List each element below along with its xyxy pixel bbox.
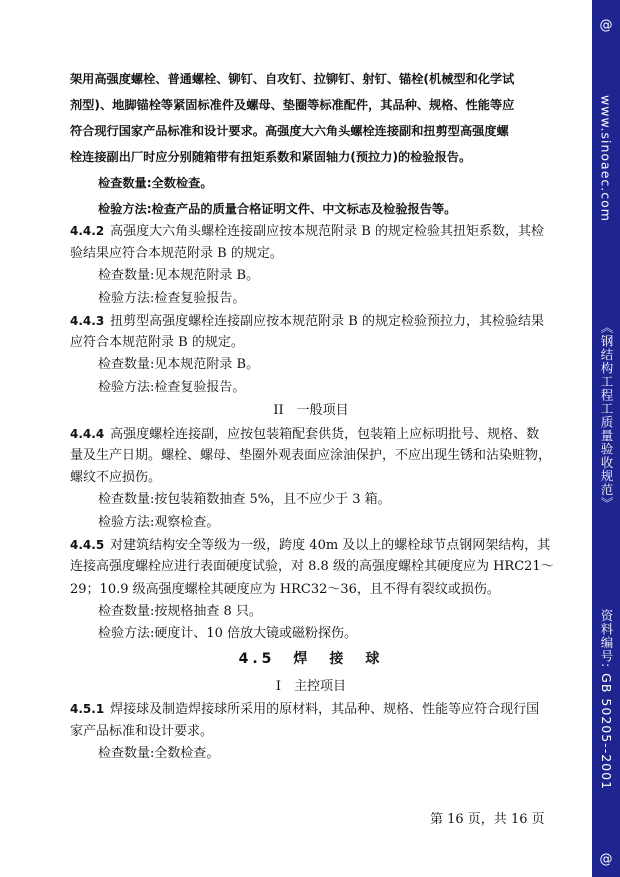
clause-4-4-4-method: 检验方法:观察检查。 <box>98 515 220 530</box>
clause-4-4-3-cont: 应符合本规范附录 B 的规定。 <box>70 335 244 350</box>
clause-4-4-2-qty: 检查数量:见本规范附录 B。 <box>98 268 260 283</box>
clause-4-4-2 <box>70 222 544 241</box>
intro-line-1: 架用高强度螺栓、普通螺栓、铆钉、自攻钉、拉铆钉、射钉、锚栓(机械型和化学试 <box>70 72 515 86</box>
at-symbol-top: @ <box>599 18 613 33</box>
clause-text: 对建筑结构安全等级为一级，跨度 40m 及以上的螺栓球节点钢网架结构，其 <box>110 538 551 553</box>
clause-text: 高强度螺栓连接副，应按包装箱配套供货，包装箱上应标明批号、规格、数 <box>110 427 540 442</box>
clause-4-4-3-method: 检验方法:检查复验报告。 <box>98 380 246 395</box>
clause-4-4-4 <box>70 425 539 444</box>
side-banner <box>592 0 620 877</box>
clause-text: 扭剪型高强度螺栓连接副应按本规范附录 B 的规定检验预拉力，其检验结果 <box>110 314 544 329</box>
clause-4-4-2-method: 检验方法:检查复验报告。 <box>98 291 246 306</box>
clause-4-4-5-qty: 检查数量:按规格抽查 8 只。 <box>98 604 262 619</box>
intro-line-3: 符合现行国家产品标准和设计要求。高强度大六角头螺栓连接副和扭剪型高强度螺 <box>70 124 509 138</box>
clause-text: 焊接球及制造焊接球所采用的原材料，其品种、规格、性能等应符合现行国 <box>110 702 540 717</box>
clause-4-4-4-qty: 检查数量:按包装箱数抽查 5%，且不应少于 3 箱。 <box>98 492 391 507</box>
clause-4-4-4-cont-1: 量及生产日期。螺栓、螺母、垫圈外观表面应涂油保护，不应出现生锈和沾染赃物， <box>70 448 552 463</box>
clause-number: 4.4.2 <box>70 224 105 238</box>
clause-4-4-3-qty: 检查数量:见本规范附录 B。 <box>98 357 260 372</box>
page-footer: 第 16 页，共 16 页 <box>430 812 545 827</box>
clause-4-5-1-qty: 检查数量:全数检查。 <box>98 746 220 761</box>
side-banner-text <box>597 45 615 840</box>
clause-4-4-5-cont-1: 连接高强度螺栓应进行表面硬度试验，对 8.8 级的高强度螺栓其硬度应为 HRC21～ <box>70 559 554 574</box>
main-items-heading: I 主控项目 <box>275 679 347 694</box>
standard-title: 《钢结构工程工质量验收规范》 <box>599 320 614 510</box>
clause-4-5-1-cont: 家产品标准和设计要求。 <box>70 724 214 739</box>
intro-line-2: 剂型)、地脚锚栓等紧固标准件及螺母、垫圈等标准配件，其品种、规格、性能等应 <box>70 98 515 112</box>
website-url: www.sinoaec.com <box>598 94 614 222</box>
clause-number: 4.4.4 <box>70 427 105 441</box>
clause-4-4-5 <box>70 536 550 555</box>
clause-4-4-4-cont-2: 螺纹不应损伤。 <box>70 470 162 485</box>
general-items-heading: II 一般项目 <box>273 403 349 418</box>
document-code: 资料编号: GB 50205--2001 <box>599 609 614 791</box>
clause-4-4-5-cont-2: 29；10.9 级高强度螺栓其硬度应为 HRC32～36，且不得有裂纹或损伤。 <box>70 582 500 597</box>
clause-4-4-3 <box>70 312 544 331</box>
clause-4-4-5-method: 检验方法:硬度计、10 倍放大镜或磁粉探伤。 <box>98 626 358 641</box>
at-symbol-bottom: @ <box>599 852 613 867</box>
clause-number: 4.5.1 <box>70 702 105 716</box>
clause-number: 4.4.5 <box>70 538 105 552</box>
intro-line-4: 栓连接副出厂时应分别随箱带有扭矩系数和紧固轴力(预拉力)的检验报告。 <box>70 150 472 164</box>
intro-check-qty: 检查数量:全数检查。 <box>98 176 213 190</box>
clause-number: 4.4.3 <box>70 314 105 328</box>
clause-4-4-2-cont: 验结果应符合本规范附录 B 的规定。 <box>70 246 283 261</box>
section-title: 4.5 焊 接 球 <box>238 651 384 667</box>
clause-4-5-1 <box>70 700 539 719</box>
clause-text: 高强度大六角头螺栓连接副应按本规范附录 B 的规定检验其扭矩系数，其检 <box>110 224 544 239</box>
intro-check-method: 检验方法:检查产品的质量合格证明文件、中文标志及检验报告等。 <box>98 202 457 216</box>
